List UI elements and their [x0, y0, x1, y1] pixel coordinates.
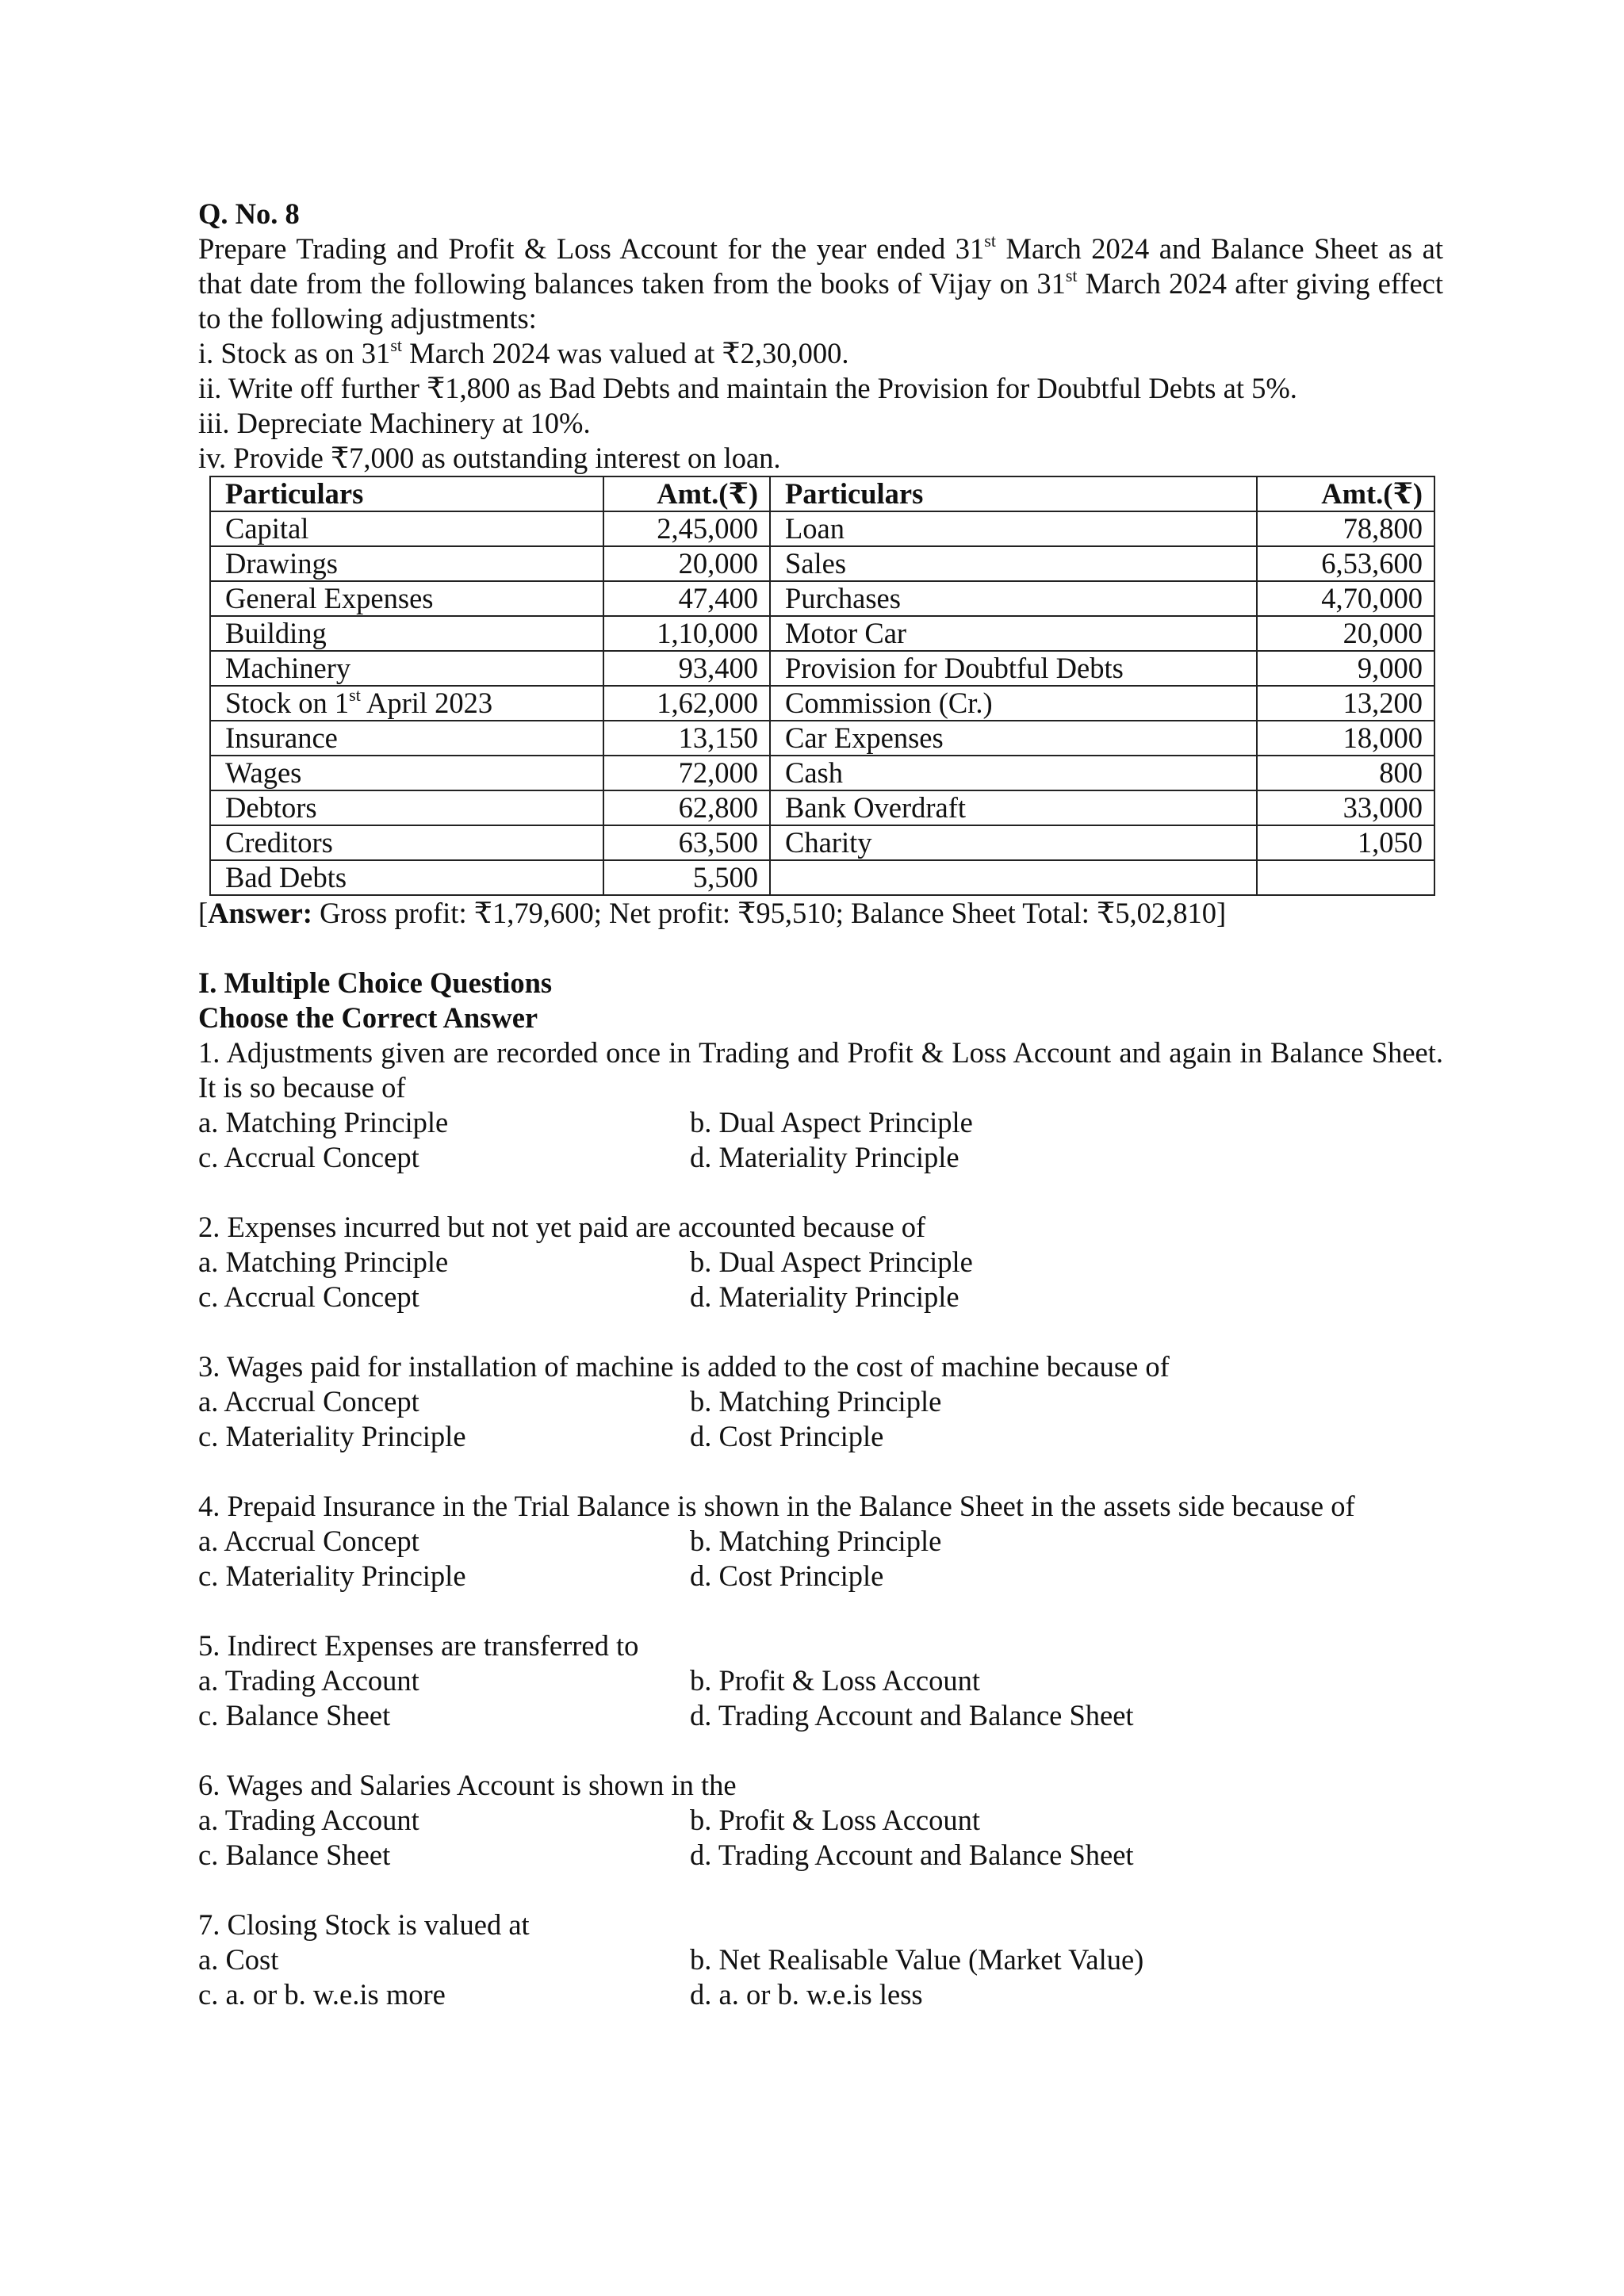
cell-amount: 6,53,600	[1257, 546, 1434, 581]
adjustment-1-text-end: March 2024 was valued at ₹2,30,000.	[402, 337, 849, 369]
options-grid	[198, 1524, 1443, 1594]
cell-particular: Cash	[770, 756, 1257, 790]
table-row	[210, 790, 1434, 825]
answer-bracket: [	[198, 897, 209, 929]
trial-balance-table	[209, 476, 1435, 896]
option-d: d. Cost Principle	[690, 1559, 884, 1592]
option-c: c. Materiality Principle	[198, 1420, 466, 1452]
option-d: d. Materiality Principle	[690, 1141, 959, 1173]
cell-particular	[770, 860, 1257, 895]
document-page	[198, 197, 1443, 2012]
option-c: c. Accrual Concept	[198, 1141, 419, 1173]
options-grid	[198, 1942, 1443, 2012]
table-row	[210, 581, 1434, 616]
cell-amount: 1,62,000	[603, 686, 770, 721]
table-row	[210, 546, 1434, 581]
adjustment-1	[198, 336, 1443, 371]
cell-particular: Debtors	[210, 790, 603, 825]
section-title: I. Multiple Choice Questions	[198, 966, 553, 999]
option-a: a. Matching Principle	[198, 1106, 449, 1138]
table-row	[210, 651, 1434, 686]
cell-amount: 4,70,000	[1257, 581, 1434, 616]
adjustment-4: iv. Provide ₹7,000 as outstanding interest on loan.	[198, 442, 781, 474]
intro-text-3: March 2024 after giving effect to the following adjustments:	[198, 267, 1443, 335]
answer-text: Gross profit: ₹1,79,600; Net profit: ₹95,510; Balance Sheet Total: ₹5,02,810]	[312, 897, 1227, 929]
table-row	[210, 756, 1434, 790]
cell-particular: Provision for Doubtful Debts	[770, 651, 1257, 686]
adjustment-2: ii. Write off further ₹1,800 as Bad Debts and maintain the Provision for Doubtful Debts at 5%.	[198, 372, 1297, 404]
cell-sup: st	[349, 686, 361, 705]
option-b: b. Net Realisable Value (Market Value)	[690, 1943, 1144, 1976]
option-a: a. Accrual Concept	[198, 1385, 419, 1418]
header-amount-left: Amt.(₹)	[603, 476, 770, 511]
answer-label: Answer:	[208, 897, 312, 929]
option-b: b. Matching Principle	[690, 1525, 942, 1557]
cell-amount: 800	[1257, 756, 1434, 790]
table-row	[210, 686, 1434, 721]
option-b: b. Profit & Loss Account	[690, 1804, 980, 1836]
cell-amount: 1,050	[1257, 825, 1434, 860]
cell-amount: 13,150	[603, 721, 770, 756]
cell-particular: Motor Car	[770, 616, 1257, 651]
adjustment-1-text: i. Stock as on 31	[198, 337, 391, 369]
cell-particular: Purchases	[770, 581, 1257, 616]
cell-amount: 5,500	[603, 860, 770, 895]
cell-particular: Building	[210, 616, 603, 651]
header-particulars-left: Particulars	[210, 476, 603, 511]
option-d: d. Trading Account and Balance Sheet	[690, 1839, 1134, 1871]
table-row	[210, 721, 1434, 756]
intro-sup-1: st	[984, 230, 996, 251]
cell-particular: Car Expenses	[770, 721, 1257, 756]
option-d: d. a. or b. w.e.is less	[690, 1978, 923, 2011]
cell-particular: Insurance	[210, 721, 603, 756]
answer-line	[198, 896, 1443, 931]
cell-text: Stock on 1	[225, 687, 350, 719]
cell-particular: Capital	[210, 511, 603, 546]
intro-sup-2: st	[1065, 265, 1078, 285]
question-text: 3. Wages paid for installation of machine is added to the cost of machine because of	[198, 1350, 1170, 1383]
cell-particular: Charity	[770, 825, 1257, 860]
option-c: c. Materiality Principle	[198, 1559, 466, 1592]
cell-particular: Machinery	[210, 651, 603, 686]
cell-particular: Wages	[210, 756, 603, 790]
cell-particular: Bad Debts	[210, 860, 603, 895]
cell-amount: 47,400	[603, 581, 770, 616]
cell-text-end: April 2023	[360, 687, 493, 719]
options-grid	[198, 1803, 1443, 1873]
mcq-question-5	[198, 1628, 1443, 1733]
cell-amount: 20,000	[1257, 616, 1434, 651]
option-a: a. Cost	[198, 1943, 279, 1976]
adjustment-1-sup: st	[390, 335, 402, 355]
option-a: a. Trading Account	[198, 1804, 419, 1836]
cell-particular	[210, 686, 603, 721]
cell-particular: Creditors	[210, 825, 603, 860]
cell-amount: 2,45,000	[603, 511, 770, 546]
option-c: c. Balance Sheet	[198, 1839, 391, 1871]
table-row	[210, 511, 1434, 546]
table-header-row	[210, 476, 1434, 511]
cell-particular: Loan	[770, 511, 1257, 546]
question-text: 6. Wages and Salaries Account is shown in the	[198, 1769, 737, 1801]
intro-text-2: March 2024 and Balance Sheet as at that date from the following balances taken from the books of Vijay on 31	[198, 232, 1443, 300]
mcq-question-2	[198, 1210, 1443, 1314]
header-amount-right: Amt.(₹)	[1257, 476, 1434, 511]
intro-text-1: Prepare Trading and Profit & Loss Account for the year ended 31	[198, 232, 985, 265]
cell-amount: 62,800	[603, 790, 770, 825]
mcq-question-6	[198, 1768, 1443, 1873]
option-d: d. Trading Account and Balance Sheet	[690, 1699, 1134, 1732]
option-c: c. Accrual Concept	[198, 1280, 419, 1313]
cell-particular: Bank Overdraft	[770, 790, 1257, 825]
cell-particular: Commission (Cr.)	[770, 686, 1257, 721]
cell-amount: 1,10,000	[603, 616, 770, 651]
option-b: b. Dual Aspect Principle	[690, 1106, 973, 1138]
options-grid	[198, 1384, 1443, 1454]
question-text: 1. Adjustments given are recorded once in Trading and Profit & Loss Account and again in Balance Sheet. It is so because of	[198, 1036, 1443, 1104]
question-text: 2. Expenses incurred but not yet paid are accounted because of	[198, 1211, 926, 1243]
options-grid	[198, 1105, 1443, 1175]
table-row	[210, 825, 1434, 860]
options-grid	[198, 1663, 1443, 1733]
cell-particular: Drawings	[210, 546, 603, 581]
question-text: 5. Indirect Expenses are transferred to	[198, 1629, 639, 1662]
mcq-question-7	[198, 1908, 1443, 2012]
cell-amount: 33,000	[1257, 790, 1434, 825]
question-text: 4. Prepaid Insurance in the Trial Balance is shown in the Balance Sheet in the assets side because of	[198, 1490, 1355, 1522]
mcq-question-4	[198, 1489, 1443, 1594]
cell-amount: 78,800	[1257, 511, 1434, 546]
option-b: b. Profit & Loss Account	[690, 1664, 980, 1697]
option-d: d. Cost Principle	[690, 1420, 884, 1452]
question-text: 7. Closing Stock is valued at	[198, 1908, 530, 1941]
cell-amount: 93,400	[603, 651, 770, 686]
option-a: a. Accrual Concept	[198, 1525, 419, 1557]
adjustment-3: iii. Depreciate Machinery at 10%.	[198, 407, 591, 439]
option-b: b. Dual Aspect Principle	[690, 1246, 973, 1278]
cell-amount: 13,200	[1257, 686, 1434, 721]
option-a: a. Trading Account	[198, 1664, 419, 1697]
section-subtitle: Choose the Correct Answer	[198, 1001, 538, 1034]
option-c: c. Balance Sheet	[198, 1699, 391, 1732]
cell-amount: 18,000	[1257, 721, 1434, 756]
mcq-question-3	[198, 1349, 1443, 1454]
cell-amount: 9,000	[1257, 651, 1434, 686]
cell-particular: Sales	[770, 546, 1257, 581]
option-d: d. Materiality Principle	[690, 1280, 959, 1313]
table-row	[210, 616, 1434, 651]
cell-amount: 63,500	[603, 825, 770, 860]
mcq-question-1	[198, 1035, 1443, 1175]
cell-amount: 20,000	[603, 546, 770, 581]
header-particulars-right: Particulars	[770, 476, 1257, 511]
question-number: Q. No. 8	[198, 197, 300, 230]
options-grid	[198, 1245, 1443, 1314]
cell-particular: General Expenses	[210, 581, 603, 616]
option-c: c. a. or b. w.e.is more	[198, 1978, 446, 2011]
table-row	[210, 860, 1434, 895]
cell-amount: 72,000	[603, 756, 770, 790]
question-intro	[198, 232, 1443, 336]
option-b: b. Matching Principle	[690, 1385, 942, 1418]
option-a: a. Matching Principle	[198, 1246, 449, 1278]
cell-amount	[1257, 860, 1434, 895]
